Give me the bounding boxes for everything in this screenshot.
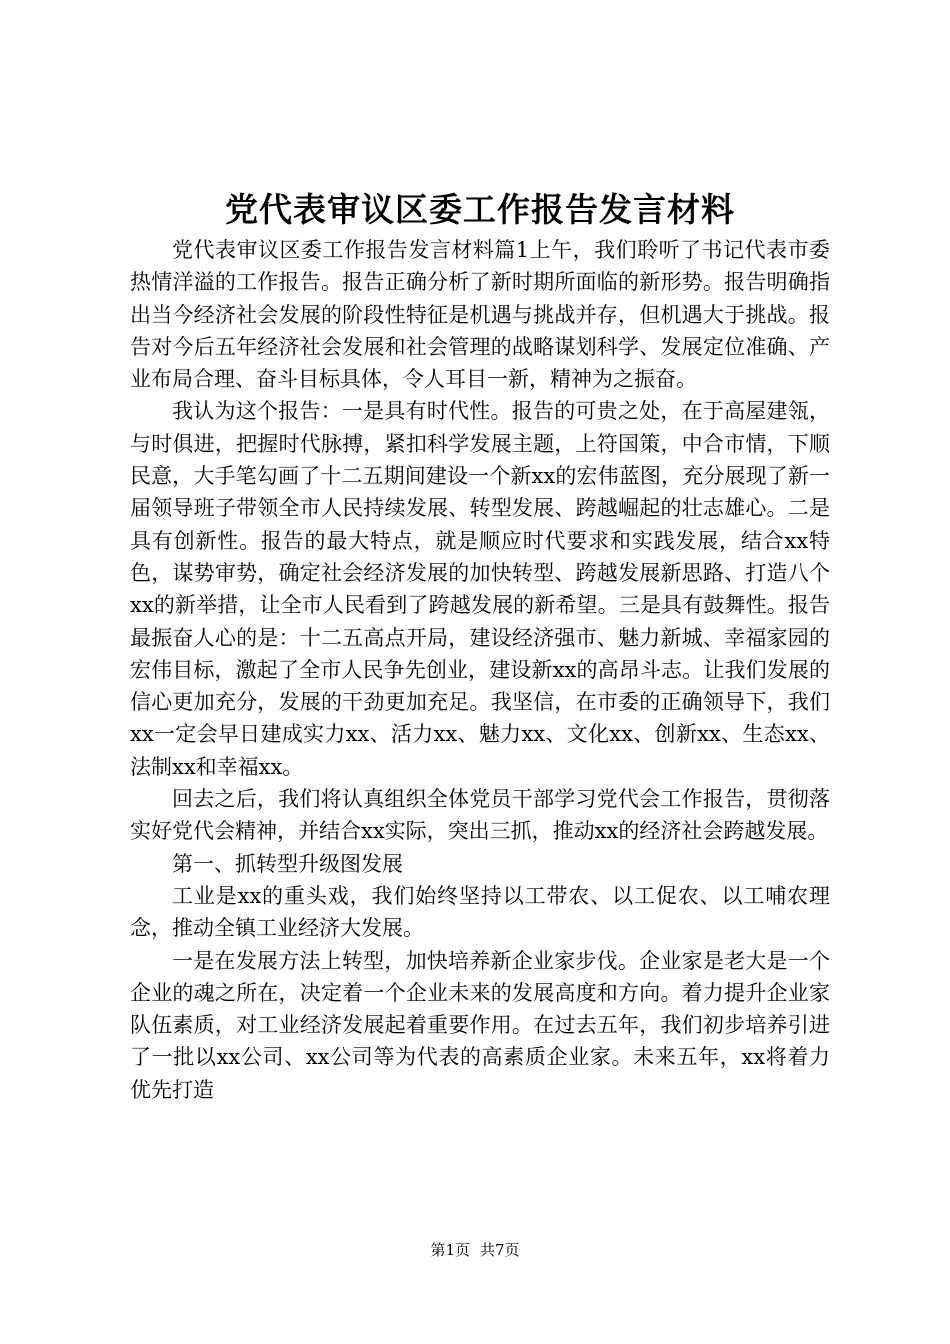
- document-body: [130, 234, 830, 1106]
- paragraph-3: 回去之后，我们将认真组织全体党员干部学习党代会工作报告，贯彻落实好党代会精神，并结合xx实际，突出三抓，推动xx的经济社会跨越发展。: [130, 787, 830, 844]
- page-footer: [0, 1240, 950, 1260]
- paragraph-2: 我认为这个报告：一是具有时代性。报告的可贵之处，在于高屋建瓴，与时俱进，把握时代脉搏，紧扣科学发展主题，上符国策，中合市情，下顺民意，大手笔勾画了十二五期间建设一个新xx的宏伟蓝图，充分展现了新一届领导班子带领全市人民持续发展、转型发展、跨越崛起的壮志雄心。二是具有创新性。报告的最大特点，就是顺应时代要求和实践发展，结合xx特色，谋势审势，确定社会经济发展的加快转型、跨越发展新思路、打造八个xx的新举措，让全市人民看到了跨越发展的新希望。三是具有鼓舞性。报告最振奋人心的是：十二五高点开局，建设经济强市、魅力新城、幸福家园的宏伟目标，激起了全市人民争先创业，建设新xx的高昂斗志。让我们发展的信心更加充分，发展的干劲更加充足。我坚信，在市委的正确领导下，我们xx一定会早日建成实力xx、活力xx、魅力xx、文化xx、创新xx、生态xx、法制xx和幸福xx。: [130, 399, 830, 779]
- document-title: 党代表审议区委工作报告发言材料: [225, 190, 735, 229]
- paragraph-1: 党代表审议区委工作报告发言材料篇1上午，我们聆听了书记代表市委热情洋溢的工作报告。报告正确分析了新时期所面临的新形势。报告明确指出当今经济社会发展的阶段性特征是机遇与挑战并存，但机遇大于挑战。报告对今后五年经济社会发展和社会管理的战略谋划科学、发展定位准确、产业布局合理、奋斗目标具体，令人耳目一新，精神为之振奋。: [130, 238, 830, 392]
- paragraph-4: 工业是xx的重头戏，我们始终坚持以工带农、以工促农、以工哺农理念，推动全镇工业经济大发展。: [130, 883, 830, 941]
- section-heading: 第一、抓转型升级图发展: [172, 851, 403, 876]
- page-total: 共7页: [480, 1241, 520, 1259]
- paragraph-5: 一是在发展方法上转型，加快培养新企业家步伐。企业家是老大是一个企业的魂之所在，决定着一个企业未来的发展高度和方向。着力提升企业家队伍素质，对工业经济发展起着重要作用。在过去五年，我们初步培养引进了一批以xx公司、xx公司等为代表的高素质企业家。未来五年，xx将着力优先打造: [130, 948, 830, 1102]
- page-number: 第1页: [430, 1241, 470, 1259]
